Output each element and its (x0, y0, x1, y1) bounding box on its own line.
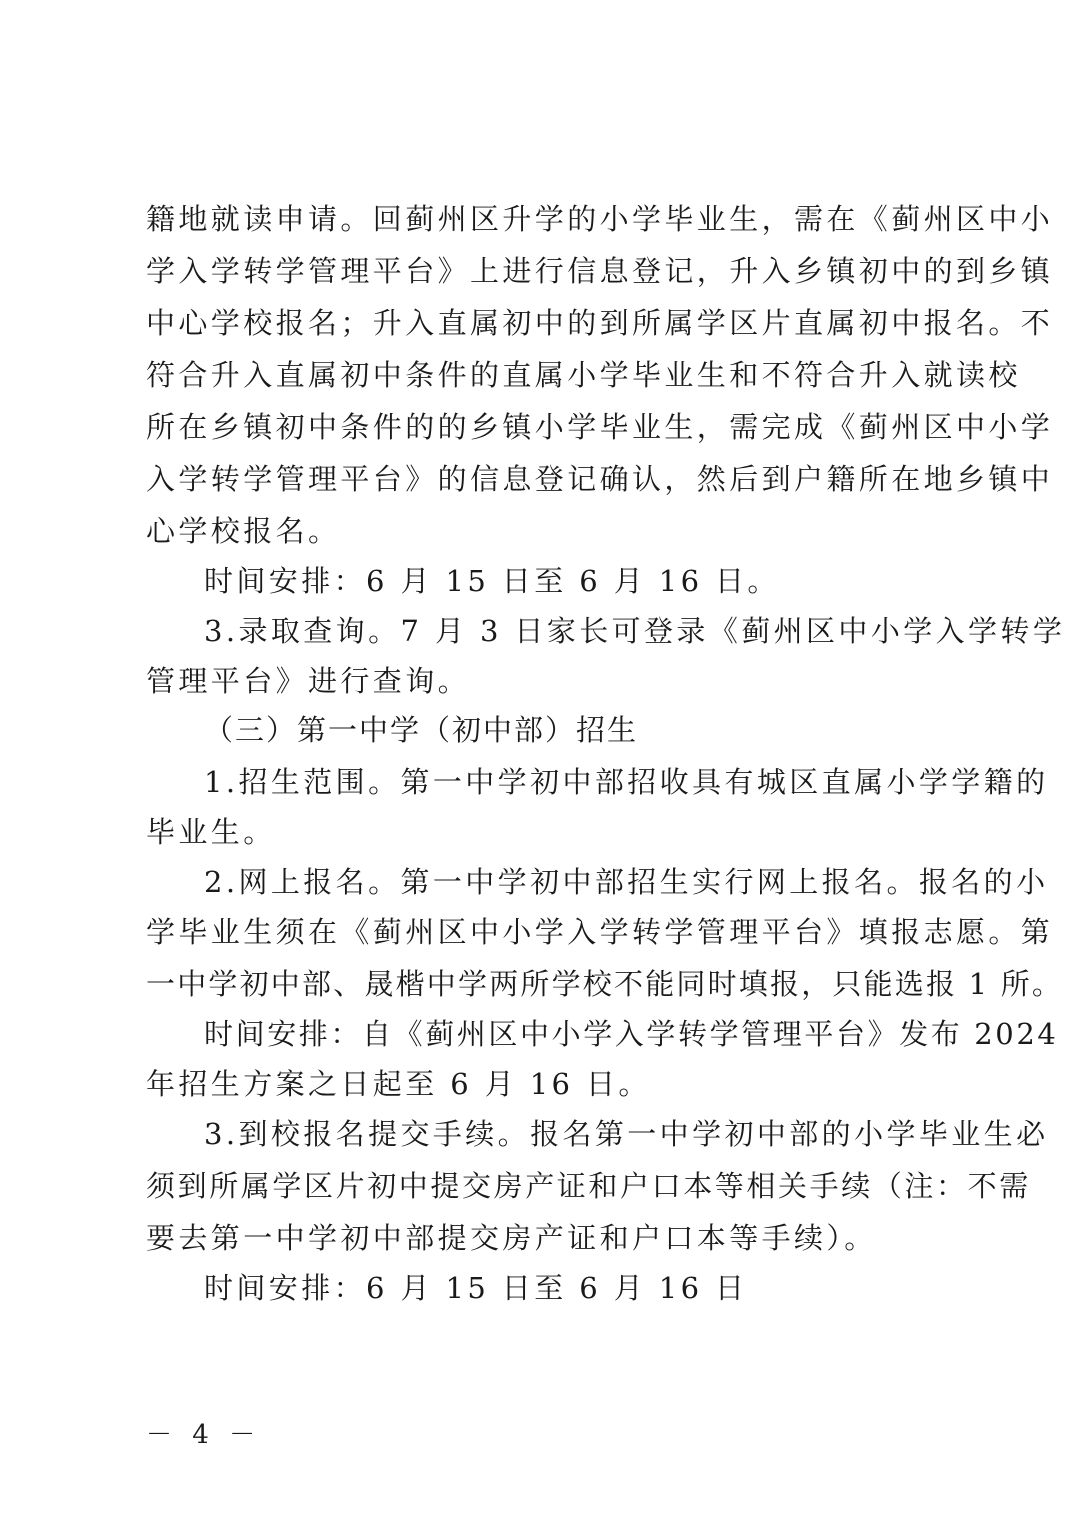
page-number: － 4 － (146, 1420, 262, 1450)
schedule-line: 时间安排：自《蓟州区中小学入学转学管理平台》发布 2024 (204, 1017, 1059, 1051)
body-text-line: 入学转学管理平台》的信息登记确认，然后到户籍所在地乡镇中 (146, 462, 1054, 496)
body-text-line: 要去第一中学初中部提交房产证和户口本等手续）。 (146, 1221, 877, 1255)
body-text-line: 中心学校报名；升入直属初中的到所属学区片直属初中报名。不 (146, 306, 1054, 340)
schedule-line: 时间安排：6 月 15 日至 6 月 16 日。 (204, 564, 780, 598)
body-text-line: 须到所属学区片初中提交房产证和户口本等相关手续（注：不需 (146, 1169, 1031, 1203)
section-heading: （三）第一中学（初中部）招生 (204, 713, 639, 747)
body-text-line: 符合升入直属初中条件的直属小学毕业生和不符合升入就读校 (146, 358, 1021, 392)
body-text-line: 3.到校报名提交手续。报名第一中学初中部的小学毕业生必 (204, 1117, 1049, 1151)
body-text-line: 学毕业生须在《蓟州区中小学入学转学管理平台》填报志愿。第 (146, 915, 1054, 949)
body-text-line: 心学校报名。 (146, 514, 341, 548)
body-text-line: 2.网上报名。第一中学初中部招生实行网上报名。报名的小 (204, 865, 1049, 899)
body-text-line: 学入学转学管理平台》上进行信息登记，升入乡镇初中的到乡镇 (146, 254, 1054, 288)
body-text-line: 年招生方案之日起至 6 月 16 日。 (146, 1067, 651, 1101)
body-text-line: 管理平台》进行查询。 (146, 664, 471, 698)
body-text-line: 毕业生。 (146, 815, 276, 849)
body-text-line: 一中学初中部、晟楷中学两所学校不能同时填报，只能选报 1 所。 (146, 967, 1064, 1001)
body-text-line: 所在乡镇初中条件的的乡镇小学毕业生，需完成《蓟州区中小学 (146, 410, 1054, 444)
body-text-line: 3.录取查询。7 月 3 日家长可登录《蓟州区中小学入学转学 (204, 614, 1066, 648)
body-text-line: 籍地就读申请。回蓟州区升学的小学毕业生，需在《蓟州区中小 (146, 202, 1054, 236)
body-text-line: 1.招生范围。第一中学初中部招收具有城区直属小学学籍的 (204, 765, 1049, 799)
schedule-line: 时间安排：6 月 15 日至 6 月 16 日 (204, 1271, 748, 1305)
